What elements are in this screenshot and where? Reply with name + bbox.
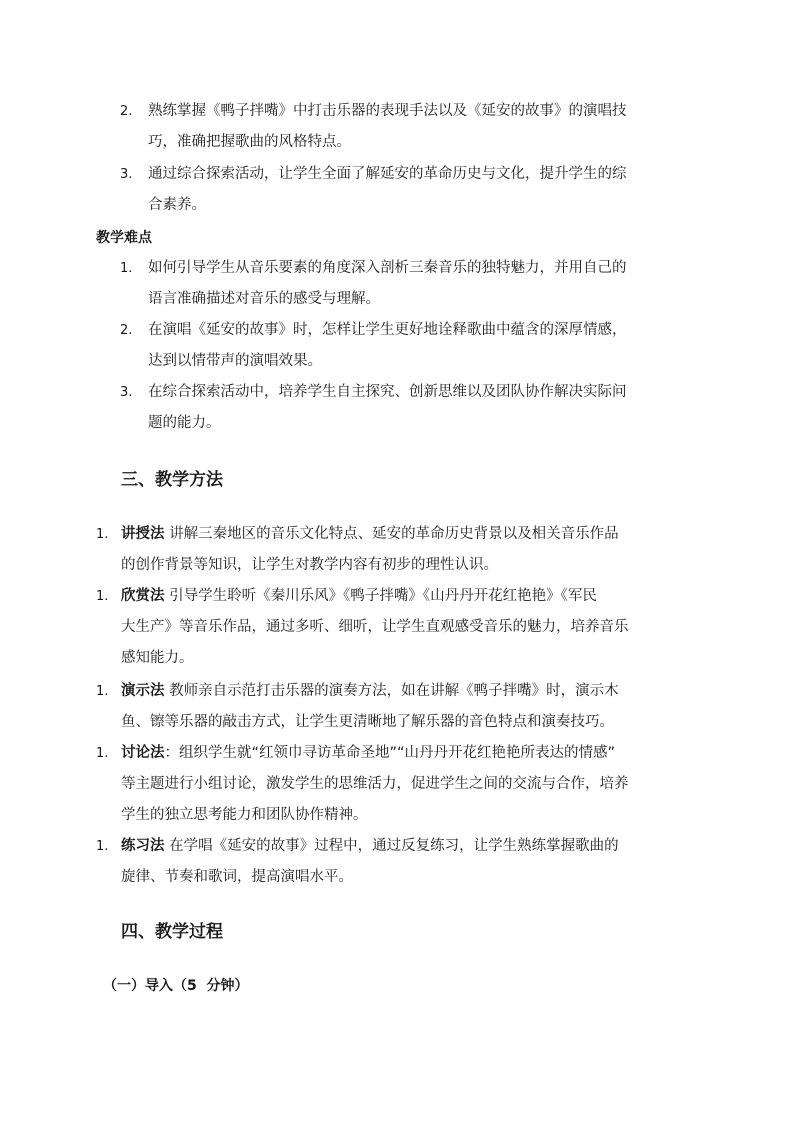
list-text: 在演唱《延安的故事》时，怎样让学生更好地诠释歌曲中蕴含的深厚情感， 达到以情带声的演唱效果。 xyxy=(148,322,627,369)
method-item xyxy=(96,831,696,893)
method-item xyxy=(96,581,696,674)
list-number: 3. xyxy=(120,167,133,182)
method-item xyxy=(96,676,696,738)
list-item xyxy=(120,377,700,439)
method-item xyxy=(96,738,696,831)
method-term: 欣赏法 xyxy=(121,588,165,604)
list-item xyxy=(120,96,700,158)
list-number: 1. xyxy=(96,839,109,854)
list-text: 讲授法 讲解三秦地区的音乐文化特点、延安的革命历史背景以及相关音乐作品 的创作背景等知识，让学生对教学内容有初步的理性认识。 xyxy=(121,526,619,573)
list-text: 演示法 教师亲自示范打击乐器的演奏方法，如在讲解《鸭子拌嘴》时，演示木 鱼、镲等乐器的敲击方式，让学生更清晰地了解乐器的音色特点和演奏技巧。 xyxy=(121,683,619,730)
process-heading: 四、教学过程 xyxy=(121,922,223,942)
method-term: 演示法 xyxy=(121,683,165,699)
list-number: 2. xyxy=(120,323,133,338)
list-text: 在综合探索活动中，培养学生自主探究、创新思维以及团队协作解决实际问 题的能力。 xyxy=(148,384,627,431)
method-term: 讨论法 xyxy=(121,745,165,761)
list-text: 熟练掌握《鸭子拌嘴》中打击乐器的表现手法以及《延安的故事》的演唱技 巧，准确把握歌曲的风格特点。 xyxy=(148,103,627,150)
list-text: 欣赏法 引导学生聆听《秦川乐风》《鸭子拌嘴》《山丹丹开花红艳艳》《军民 大生产》等音乐作品，通过多听、细听，让学生直观感受音乐的魅力，培养音乐 感知能力。 xyxy=(121,588,629,666)
method-term: 讲授法 xyxy=(121,526,165,542)
list-number: 2. xyxy=(120,104,133,119)
list-item xyxy=(120,159,700,221)
list-text: 如何引导学生从音乐要素的角度深入剖析三秦音乐的独特魅力，并用自己的 语言准确描述对音乐的感受与理解。 xyxy=(148,260,627,307)
method-term: 练习法 xyxy=(121,838,165,854)
list-number: 1. xyxy=(96,527,109,542)
list-number: 1. xyxy=(120,261,133,276)
process-subheading: （一）导入（5 分钟） xyxy=(103,978,249,994)
list-number: 1. xyxy=(96,589,109,604)
list-number: 1. xyxy=(96,746,109,761)
list-item xyxy=(120,315,700,377)
list-text: 练习法 在学唱《延安的故事》过程中，通过反复练习，让学生熟练掌握歌曲的 旋律、节奏和歌词，提高演唱水平。 xyxy=(121,838,619,885)
methods-heading: 三、教学方法 xyxy=(121,470,223,490)
difficulties-heading: 教学难点 xyxy=(96,230,152,246)
method-item xyxy=(96,519,696,581)
list-text: 通过综合探索活动，让学生全面了解延安的革命历史与文化，提升学生的综 合素养。 xyxy=(148,166,627,213)
list-number: 3. xyxy=(120,385,133,400)
list-item xyxy=(120,253,700,315)
list-text: 讨论法：组织学生就“红领巾寻访革命圣地”“山丹丹开花红艳艳所表达的情感” 等主题进行小组讨论，激发学生的思维活力，促进学生之间的交流与合作，培养 学生的独立思考能力和团队协作精神。 xyxy=(121,745,629,823)
list-number: 1. xyxy=(96,684,109,699)
